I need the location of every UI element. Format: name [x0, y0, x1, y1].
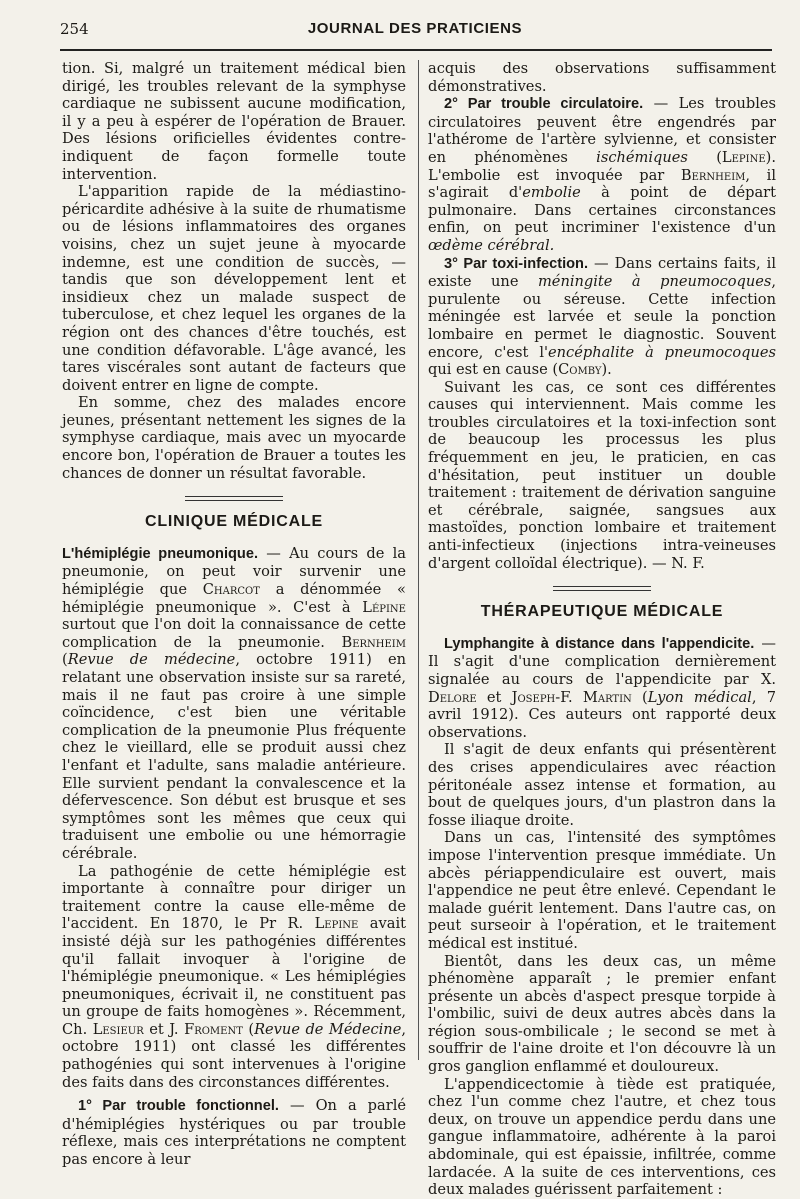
left-column: [62, 60, 406, 1169]
italic-term: ischémiques: [596, 148, 688, 166]
text-run: qui est en cause (: [428, 361, 559, 379]
italic-term: méningite à pneumocoques: [537, 273, 772, 291]
paragraph: L'appendicectomie à tiède est pratiquée, chez l'un comme chez l'autre, et chez tous deux, on trouve un appendice perdu dans une gangue inflammatoire, adhérente à la paroi abdominale, qui est épaissie, infiltrée, comme lardacée. A la suite de ces interventions, ces deux malades guérissent parfaitement :: [428, 1075, 776, 1199]
text-run: (: [687, 148, 722, 166]
paragraph: [62, 863, 406, 1092]
author-name: Lepine: [721, 148, 766, 166]
paragraph: [428, 255, 776, 379]
text-run: (: [242, 1020, 255, 1038]
journal-title: Revue de Médecine: [254, 1020, 402, 1038]
author-name: Charcot: [202, 581, 260, 599]
text-run: a dénommée « hémiplégie pneumonique ». C'est à: [62, 581, 406, 616]
page-number: 254: [60, 20, 89, 38]
paragraph: acquis des observations suffisamment démonstratives.: [428, 60, 776, 95]
paragraph: Suivant les cas, ce sont ces différentes causes qui interviennent. Mais comme les troubles circulatoires et la toxi-infection sont de beaucoup les processus les plus fréquemment en jeu, le praticien, en cas d'hésitation, peut instituer un double traitement : traitement de dérivation sanguine et cérébrale, saignée, sangsues aux mastoïdes, ponction lombaire et traitement anti-infectieux (injections intra-veineuses d'argent colloïdal électrique). — N. F.: [428, 378, 776, 572]
section-title: CLINIQUE MÉDICALE: [144, 513, 324, 531]
right-column: [428, 60, 776, 1199]
text-run: , purulente ou séreuse. Cette infection méningée est larvée et seule la ponction lombaire en permet le diagnostic. Souvent encore, c'est l': [428, 273, 776, 361]
subheading: 1° Par trouble fonctionnel.: [78, 1098, 279, 1115]
article-lead: Lymphangite à distance dans l'appendicite.: [444, 635, 755, 652]
text-run: et: [476, 688, 512, 706]
subheading: 3° Par toxi-infection.: [444, 255, 589, 272]
text-run: — Il s'agit d'une complication dernièrement signalée au cours de l'appendicite par X.: [428, 634, 776, 688]
text-run: — Dans certains faits, il existe une: [428, 254, 776, 291]
running-title: JOURNAL DES PRATICIENS: [307, 20, 523, 37]
text-run: à point de départ pulmonaire. Dans certaines circonstances enfin, on peut incriminer l'existence d'un: [428, 184, 776, 237]
text-run: (: [62, 651, 68, 669]
section-ornament: [553, 586, 651, 591]
author-name: Bernheim: [341, 633, 406, 651]
paragraph: [428, 95, 776, 254]
header-rule: [60, 49, 772, 51]
paragraph: Il s'agit de deux enfants qui présentèrent des crises appendiculaires avec réaction péritonéale assez intense et formation, au bout de quelques jours, d'un plastron dans la fosse iliaque droite.: [428, 741, 776, 829]
paragraph: tion. Si, malgré un traitement médical bien dirigé, les troubles relevant de la symphyse cardiaque ne subissent aucune modification, il y a peu à espérer de l'opération de Brauer. Des lésions orificielles évidentes contre-indiquent de façon formelle toute intervention.: [62, 60, 406, 183]
italic-term: embolie: [522, 184, 581, 202]
text-run: avait insisté déjà sur les pathogénies différentes qu'il fallait invoquer à l'origine de l'hémiplégie pneumonique. « Les hémiplégies pneumoniques, écrivait il, ne constituent pas un groupe de faits homogènes ». Récemment, Ch.: [62, 915, 406, 1038]
paragraph: L'apparition rapide de la médiastino-péricardite adhésive à la suite de rhumatisme ou de lésions inflammatoires des organes voisins, chez un sujet jeune à myocarde indemne, est une condition de succès, — tandis que son développement lent et insidieux chez un malade suspect de tuberculose, et chez lequel les organes de la région ont des chances d'être touchés, est une condition défavorable. L'âge avancé, les tares viscérales sont autant de facteurs que doivent entrer en ligne de compte.: [62, 183, 406, 394]
section-heading-clinique: [62, 496, 406, 531]
author-name: Lépine: [362, 598, 406, 616]
paragraph: Dans un cas, l'intensité des symptômes impose l'intervention presque immédiate. Un abcès périappendiculaire est ouvert, mais l'appendice ne peut être enlevé. Cependant le malade guérit lentement. Dans l'autre cas, on peut surseoir à l'opération, et le traitement médical est institué.: [428, 829, 776, 952]
text-run: et J.: [143, 1020, 185, 1038]
text-run: — On a parlé d'hémiplégies hystériques ou par trouble réflexe, mais ces interprétations ne comptent pas encore à leur: [62, 1097, 406, 1169]
text-run: ).: [601, 361, 612, 379]
section-heading-therapeutique: [428, 586, 776, 621]
italic-term: encéphalite à pneumocoques: [548, 343, 776, 361]
text-run: surtout que l'on doit la connaissance de cette complication de la pneumonie.: [62, 616, 406, 651]
section-ornament: [185, 496, 283, 501]
text-run: , il s'agirait d': [428, 166, 776, 202]
author-name: Joseph-F. Martin: [511, 688, 632, 706]
author-name: Bernheim: [680, 166, 746, 184]
section-title: THÉRAPEUTIQUE MÉDICALE: [480, 603, 724, 621]
text-run: — Au cours de la pneumonie, on peut voir survenir une hémiplégie que: [62, 544, 406, 599]
text-run: ). L'embolie est invoquée par: [428, 148, 776, 184]
text-run: La pathogénie de cette hémiplégie est importante à connaître pour diriger un traitement contre la cause elle-même de l'accident. En 1870, le Pr R.: [62, 862, 406, 933]
paragraph: Bientôt, dans les deux cas, un même phénomène apparaît ; le premier enfant présente un abcès d'aspect presque torpide à l'ombilic, suivi de deux autres abcès dans la région sous-ombilicale ; le second se met à souffrir de l'aine droite et l'on découvre là un gros ganglion enflammé et douloureux.: [428, 952, 776, 1076]
paragraph: En somme, chez des malades encore jeunes, présentant nettement les signes de la symphyse cardiaque, mais avec un myocarde encore bon, l'opération de Brauer a toutes les chances de donner un résultat favorable.: [62, 394, 406, 482]
author-name: Delore: [428, 688, 477, 706]
text-run: , 7 avril 1912). Ces auteurs ont rapporté deux observations.: [428, 688, 777, 741]
text-run: , octobre 1911) ont classé les différentes pathogénies qui sont intervenues à l'origine des faits dans des circonstances différentes.: [62, 1020, 406, 1091]
journal-title: Revue de médecine: [67, 651, 236, 669]
paragraph: [62, 1097, 406, 1168]
author-name: Comby: [558, 361, 602, 379]
paragraph: [428, 635, 776, 742]
text-run: (: [631, 688, 648, 706]
column-divider: [418, 60, 419, 1060]
subheading: 2° Par trouble circulatoire.: [444, 96, 644, 113]
author-name: Lesieur: [92, 1020, 144, 1038]
journal-title: Lyon médical: [647, 688, 752, 706]
italic-term: œdème cérébral.: [428, 236, 555, 254]
paragraph: [62, 545, 406, 863]
page-header: [60, 20, 770, 44]
text-run: , octobre 1911) en relatant une observation insiste sur sa rareté, mais il ne faut pas croire à une simple coïncidence, c'est bien une véritable complication de la pneumonie Plus fréquente chez le vieillard, elle se produit aussi chez l'enfant et l'adulte, sans maladie antérieure. Elle survient pendant la convalescence et la défervescence. Son début est brusque et ses symptômes sont les mêmes que ceux qui traduisent une embolie ou une hémorragie cérébrale.: [62, 651, 406, 862]
author-name: Froment: [184, 1020, 243, 1038]
article-lead: L'hémiplégie pneumonique.: [62, 545, 259, 562]
text-run: — Les troubles circulatoires peuvent être engendrés par l'athérome de l'artère sylvienne, et consister en phénomènes: [428, 95, 776, 166]
author-name: Lepine: [314, 915, 359, 933]
